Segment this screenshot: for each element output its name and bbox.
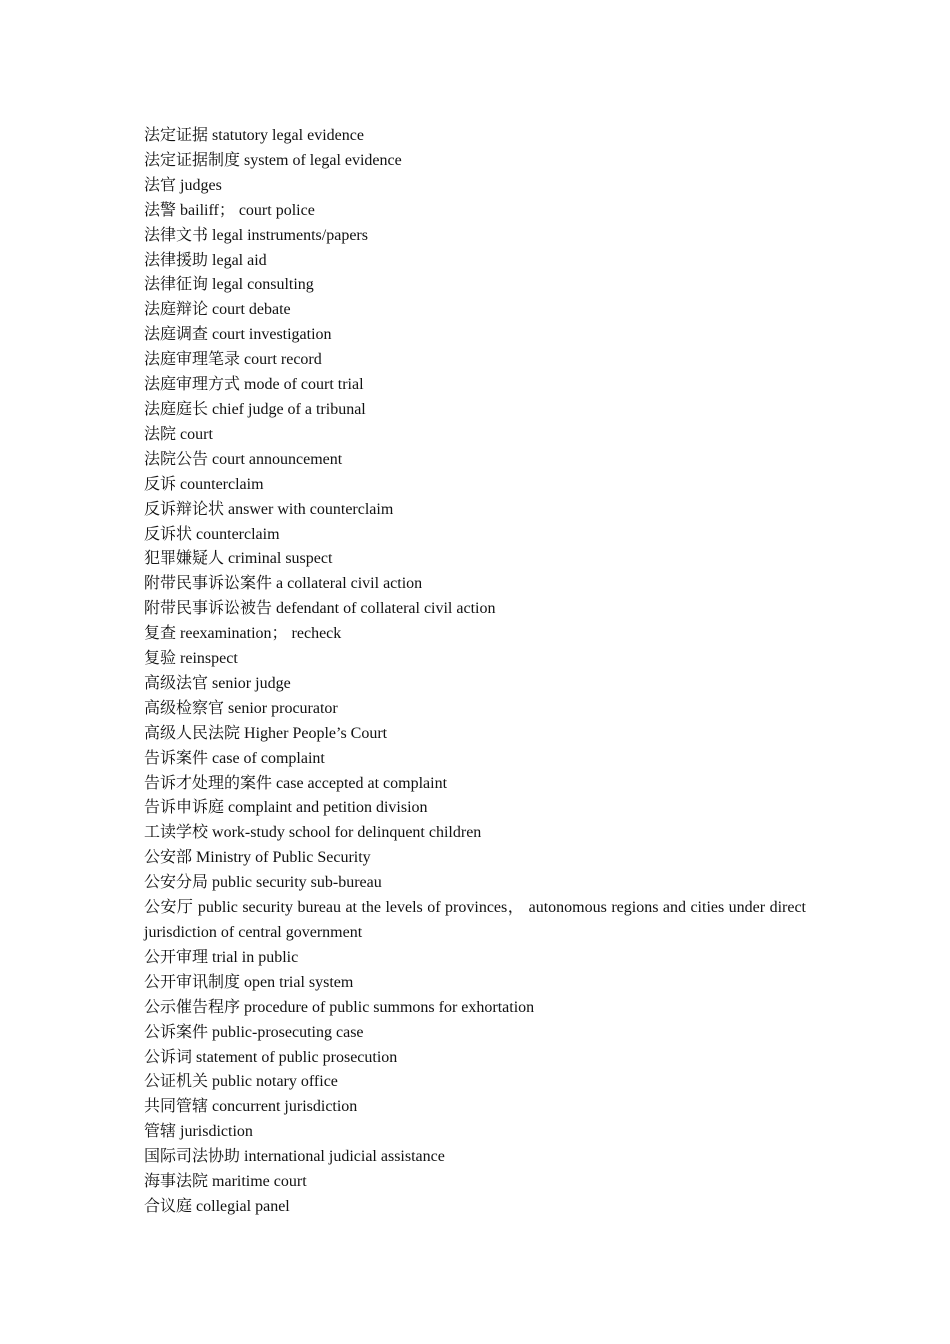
glossary-entry: [144, 846, 806, 871]
entry-term: 公安厅: [144, 899, 194, 917]
entry-term: 公诉案件: [144, 1023, 209, 1041]
entry-term: 法律援助: [144, 251, 209, 269]
entry-translation: public security sub-bureau: [212, 874, 382, 892]
entry-translation: system of legal evidence: [244, 151, 402, 169]
glossary-entry: [144, 273, 806, 298]
entry-term: 公安部: [144, 849, 193, 867]
entry-translation: court: [180, 425, 213, 443]
entry-translation: legal consulting: [212, 276, 314, 294]
glossary-entry: [144, 473, 806, 498]
entry-translation: criminal suspect: [228, 550, 333, 568]
entry-term: 反诉辩论状: [144, 500, 225, 518]
entry-term: 合议庭: [144, 1197, 193, 1215]
glossary-entry: [144, 697, 806, 722]
entry-translation: court debate: [212, 301, 291, 319]
entry-translation: public-prosecuting case: [212, 1023, 364, 1041]
entry-term: 法律文书: [144, 226, 209, 244]
entry-term: 法官: [144, 176, 177, 194]
entry-term: 告诉申诉庭: [144, 799, 225, 817]
entry-translation: defendant of collateral civil action: [276, 600, 496, 618]
glossary-list: [144, 124, 806, 1220]
entry-translation: counterclaim: [196, 525, 280, 543]
glossary-entry: [144, 124, 806, 149]
entry-translation: legal aid: [212, 251, 267, 269]
entry-term: 反诉: [144, 475, 177, 493]
entry-term: 法定证据: [144, 127, 209, 144]
glossary-entry: [144, 1145, 806, 1170]
entry-term: 公诉词: [144, 1048, 193, 1066]
glossary-entry: [144, 373, 806, 398]
glossary-entry: [144, 871, 806, 896]
entry-term: 告诉案件: [144, 749, 209, 767]
entry-term: 公开审讯制度: [144, 973, 241, 991]
glossary-entry: [144, 423, 806, 448]
entry-translation: a collateral civil action: [276, 575, 423, 593]
entry-term: 高级检察官: [144, 699, 225, 717]
glossary-entry: [144, 821, 806, 846]
entry-translation: concurrent jurisdiction: [212, 1098, 358, 1116]
glossary-entry: [144, 547, 806, 572]
glossary-entry: [144, 348, 806, 373]
glossary-entry: [144, 622, 806, 647]
glossary-entry: [144, 1195, 806, 1220]
entry-term: 共同管辖: [144, 1098, 209, 1116]
entry-translation: court announcement: [212, 450, 343, 468]
glossary-entry: [144, 398, 806, 423]
glossary-entry: [144, 996, 806, 1021]
entry-translation: senior judge: [212, 674, 291, 692]
entry-translation: reinspect: [180, 650, 238, 668]
glossary-entry: [144, 772, 806, 797]
glossary-entry: [144, 647, 806, 672]
entry-term: 法庭辩论: [144, 301, 209, 319]
entry-translation: Higher People’s Court: [244, 724, 388, 742]
glossary-entry: [144, 174, 806, 199]
glossary-entry: [144, 572, 806, 597]
entry-term: 犯罪嫌疑人: [144, 550, 225, 568]
entry-term: 公示催告程序: [144, 998, 241, 1016]
glossary-entry: [144, 323, 806, 348]
entry-translation: case accepted at complaint: [276, 774, 448, 792]
entry-term: 工读学校: [144, 824, 209, 842]
entry-translation: legal instruments/papers: [212, 226, 368, 244]
entry-translation: Ministry of Public Security: [196, 849, 371, 867]
entry-term: 法院: [144, 425, 177, 443]
glossary-entry: [144, 747, 806, 772]
entry-translation: collegial panel: [196, 1197, 290, 1215]
glossary-entry: [144, 298, 806, 323]
entry-translation: court record: [244, 351, 322, 369]
entry-translation: case of complaint: [212, 749, 325, 767]
entry-translation: counterclaim: [180, 475, 264, 493]
glossary-entry: [144, 498, 806, 523]
entry-term: 复验: [144, 650, 177, 668]
glossary-entry: [144, 448, 806, 473]
entry-translation: bailiff； court police: [180, 201, 315, 219]
entry-translation: public security bureau at the levels of provinces， autonomous regions and cities under direct jurisdiction of central government: [144, 899, 807, 941]
glossary-entry: [144, 1120, 806, 1145]
entry-term: 法庭调查: [144, 326, 209, 344]
glossary-entry: [144, 149, 806, 174]
glossary-entry: [144, 672, 806, 697]
entry-translation: complaint and petition division: [228, 799, 428, 817]
glossary-entry: [144, 1070, 806, 1095]
entry-translation: procedure of public summons for exhortation: [244, 998, 535, 1016]
entry-translation: statutory legal evidence: [212, 127, 364, 144]
entry-translation: statement of public prosecution: [196, 1048, 398, 1066]
entry-term: 附带民事诉讼案件: [144, 575, 273, 593]
entry-term: 法院公告: [144, 450, 209, 468]
glossary-entry: [144, 1046, 806, 1071]
glossary-entry: [144, 224, 806, 249]
glossary-entry: [144, 1095, 806, 1120]
entry-term: 公证机关: [144, 1073, 209, 1091]
entry-term: 公安分局: [144, 874, 209, 892]
entry-translation: maritime court: [212, 1173, 307, 1191]
entry-translation: senior procurator: [228, 699, 338, 717]
entry-term: 附带民事诉讼被告: [144, 600, 273, 618]
entry-translation: court investigation: [212, 326, 332, 344]
entry-translation: answer with counterclaim: [228, 500, 394, 518]
entry-translation: jurisdiction: [180, 1123, 253, 1141]
entry-term: 法定证据制度: [144, 151, 241, 169]
entry-translation: international judicial assistance: [244, 1148, 445, 1166]
entry-term: 管辖: [144, 1123, 177, 1141]
glossary-entry: [144, 1021, 806, 1046]
entry-term: 法律征询: [144, 276, 209, 294]
entry-translation: public notary office: [212, 1073, 338, 1091]
glossary-entry: [144, 946, 806, 971]
entry-translation: chief judge of a tribunal: [212, 400, 366, 418]
entry-translation: mode of court trial: [244, 376, 364, 394]
entry-translation: work-study school for delinquent children: [212, 824, 482, 842]
glossary-entry: [144, 722, 806, 747]
glossary-entry: [144, 896, 806, 946]
entry-term: 法庭庭长: [144, 400, 209, 418]
entry-translation: judges: [180, 176, 222, 194]
entry-term: 法庭审理方式: [144, 376, 241, 394]
entry-term: 法警: [144, 201, 177, 219]
entry-term: 高级人民法院: [144, 724, 241, 742]
glossary-entry: [144, 523, 806, 548]
entry-term: 公开审理: [144, 948, 209, 966]
glossary-entry: [144, 249, 806, 274]
glossary-entry: [144, 1170, 806, 1195]
entry-term: 国际司法协助: [144, 1148, 241, 1166]
glossary-entry: [144, 971, 806, 996]
glossary-entry: [144, 199, 806, 224]
entry-term: 海事法院: [144, 1173, 209, 1191]
entry-translation: open trial system: [244, 973, 354, 991]
entry-term: 反诉状: [144, 525, 193, 543]
glossary-entry: [144, 597, 806, 622]
entry-term: 高级法官: [144, 674, 209, 692]
entry-term: 复查: [144, 625, 177, 643]
entry-term: 告诉才处理的案件: [144, 774, 273, 792]
entry-translation: trial in public: [212, 948, 299, 966]
entry-term: 法庭审理笔录: [144, 351, 241, 369]
glossary-entry: [144, 796, 806, 821]
entry-translation: reexamination； recheck: [180, 625, 342, 643]
